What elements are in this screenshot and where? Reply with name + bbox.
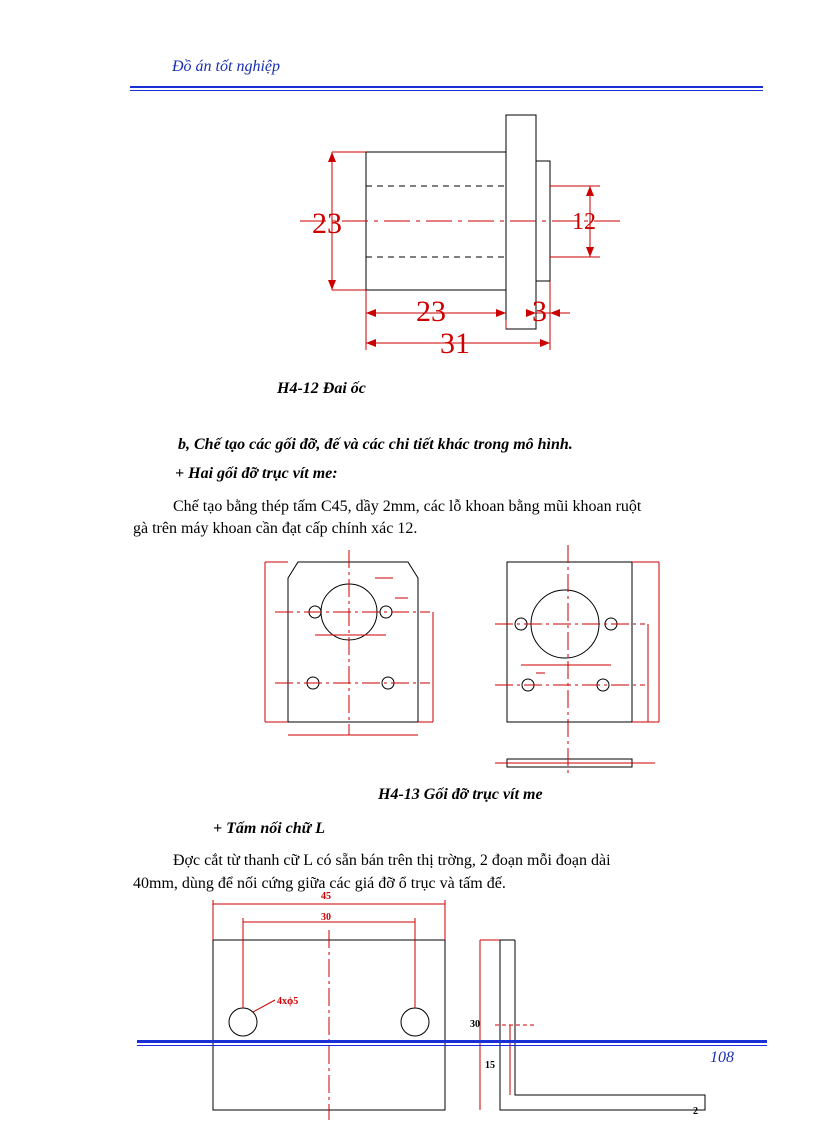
dim-leg-label: 15	[485, 1060, 495, 1071]
dim-height-label: 30	[470, 1019, 480, 1030]
figure-bearing-supports	[255, 545, 675, 780]
dim-width-label: 45	[321, 891, 331, 902]
left-plate	[288, 562, 418, 722]
subheading-l-connector: + Tấm nối chữ L	[213, 820, 326, 837]
caption-fig-4-12: H4-12 Đai ốc	[277, 380, 366, 397]
header-rule	[130, 86, 763, 88]
footer-rule-thin	[137, 1045, 767, 1046]
header-title: Đồ án tốt nghiệp	[172, 58, 280, 75]
section-heading-b: b, Chế tạo các gối đỡ, đế và các chi tiết khác trong mô hình.	[178, 436, 573, 453]
figure-nut-drawing	[260, 105, 640, 365]
hole-callout-label: 4xϕ5	[277, 996, 299, 1007]
right-plate	[507, 562, 632, 722]
dim-diameter-label: 23	[312, 207, 342, 240]
figure-l-bracket	[205, 890, 725, 1123]
subheading-screw-supports: + Hai gối đỡ trục vít me:	[175, 465, 338, 482]
dim-total-label: 31	[440, 327, 470, 360]
page-number: 108	[710, 1049, 734, 1066]
caption-fig-4-13: H4-13 Gối đỡ trục vít me	[378, 786, 543, 803]
footer-rule	[137, 1040, 767, 1043]
dim-flange-label: 3	[532, 295, 547, 328]
paragraph-1-line-1: Chế tạo bằng thép tấm C45, dầy 2mm, các lỗ khoan bằng mũi khoan ruột	[173, 498, 642, 515]
paragraph-2-line-2: 40mm, dùng để nối cứng giữa các giá đỡ ổ trục và tấm đế.	[133, 875, 506, 892]
paragraph-1-line-2: gà trên máy khoan cần đạt cấp chính xác 12.	[133, 520, 418, 537]
dim-body-length-label: 23	[416, 295, 446, 328]
dim-thickness-label: 2	[693, 1106, 698, 1117]
paragraph-2-line-1: Đợc cắt từ thanh cữ L có sẵn bán trên thị trờng, 2 đoạn mỗi đoạn dài	[173, 852, 611, 869]
dim-bore-label: 12	[572, 209, 596, 235]
dim-hole-spacing-label: 30	[321, 912, 331, 923]
header-rule-thin	[130, 90, 763, 91]
